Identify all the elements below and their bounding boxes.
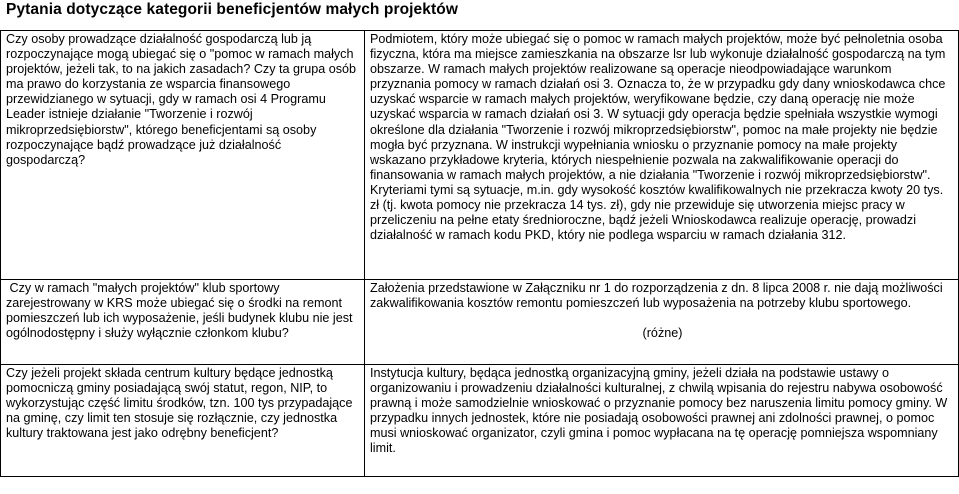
question-text: Czy osoby prowadzące działalność gospodarczą lub ją rozpoczynające mogą ubiegać się o "pomoc w ramach małych projektów, jeżeli tak, to na jakich zasadach? Czy ta grupa osób ma prawo do korzystania ze wsparcia finansowego przewidzianego w sytuacji, gdy w ramach osi 4 Programu Leader istnieje działanie "Tworzenie i rozwój mikroprzedsiębiorstw", którego beneficjentami są osoby rozpoczynające bądź prowadzące już działalność gospodarczą? bbox=[6, 32, 357, 167]
answer-cell bbox=[365, 31, 959, 280]
answer-note: (różne) bbox=[642, 326, 683, 341]
question-cell bbox=[1, 365, 365, 477]
question-text: Czy w ramach "małych projektów" klub sportowy zarejestrowany w KRS może ubiegać się o środki na remont pomieszczeń lub ich wyposażenie, jeśli budynek klubu nie jest ogólnodostępny i służy wyłącznie członkom klubu? bbox=[6, 281, 353, 341]
question-cell bbox=[1, 280, 365, 365]
answer-cell bbox=[365, 280, 959, 365]
question-text: Czy jeżeli projekt składa centrum kultury będące jednostką pomocniczą gminy posiadającą swój statut, regon, NIP, to wykorzystując część limitu środków, tzn. 100 tys przypadające na gminę, czy limit ten stosuje się rozłącznie, czy jednostka kultury traktowana jest jako odrębny beneficjent? bbox=[6, 366, 353, 441]
table-row bbox=[1, 31, 959, 280]
qa-table bbox=[0, 30, 959, 477]
table-row bbox=[1, 280, 959, 365]
answer-text: Instytucja kultury, będąca jednostką organizacyjną gminy, jeżeli działa na podstawie ustawy o organizowaniu i prowadzeniu działalności kulturalnej, z chwilą wpisania do rejestru nabywa osobowość prawną i może samodzielnie wnioskować o przyznanie pomocy bez naruszenia limitu pomocy gminy. W przypadku innych jednostek, które nie posiadają osobowości prawnej ani zdolności prawnej, o pomoc musi wnioskować organizator, czyli gmina i pomoc wypłacana na tę operację pomniejsza wspomniany limit. bbox=[370, 366, 948, 456]
answer-text: Założenia przedstawione w Załączniku nr 1 do rozporządzenia z dn. 8 lipca 2008 r. nie dają możliwości zakwalifikowania kosztów remontu pomieszczeń lub wyposażenia na potrzeby klubu sportowego. bbox=[370, 281, 943, 311]
answer-text: Podmiotem, który może ubiegać się o pomoc w ramach małych projektów, może być pełnoletnia osoba fizyczna, która ma miejsce zamieszkania na obszarze lsr lub wykonuje działalność gospodarczą na tym obszarze. W ramach małych projektów realizowane są operacje nieodpowiadające warunkom przyznania pomocy w ramach działań osi 3. Oznacza to, że w przypadku gdy dany wnioskodawca chce uzyskać wsparcie w ramach małych projektów, weryfikowane będzie, czy daną operację nie może uzyskać wsparcia w ramach działań osi 3. W sytuacji gdy operacja będzie spełniała wszystkie wymogi określone dla działania "Tworzenie i rozwój mikroprzedsiębiorstw", pomoc na małe projekty nie będzie mogła być przyznana. W instrukcji wypełniania wniosku o przyznanie pomocy na małe projekty wskazano przykładowe kryteria, których niespełnienie pozwala na zakwalifikowanie operacji do finansowania w ramach małych projektów, a nie działania "Tworzenie i rozwój mikroprzedsiębiorstw". Kryteriami tymi są sytuacje, m.in. gdy wysokość kosztów kwalifikowalnych nie przekracza kwoty 20 tys. zł (tj. kwota pomocy nie przekracza 14 tys. zł), gdy nie przewiduje się utworzenia miejsc pracy w przeliczeniu na pełne etaty średnioroczne, bądź jeżeli Wnioskodawca realizuje operację, prowadzi działalność w ramach kodu PKD, który nie podlega wsparciu w ramach działania 312. bbox=[370, 32, 946, 243]
answer-cell bbox=[365, 365, 959, 477]
question-text-wrap bbox=[6, 281, 361, 341]
page-heading: Pytania dotyczące kategorii beneficjentów małych projektów bbox=[6, 1, 458, 18]
table-row bbox=[1, 365, 959, 477]
question-cell bbox=[1, 31, 365, 280]
